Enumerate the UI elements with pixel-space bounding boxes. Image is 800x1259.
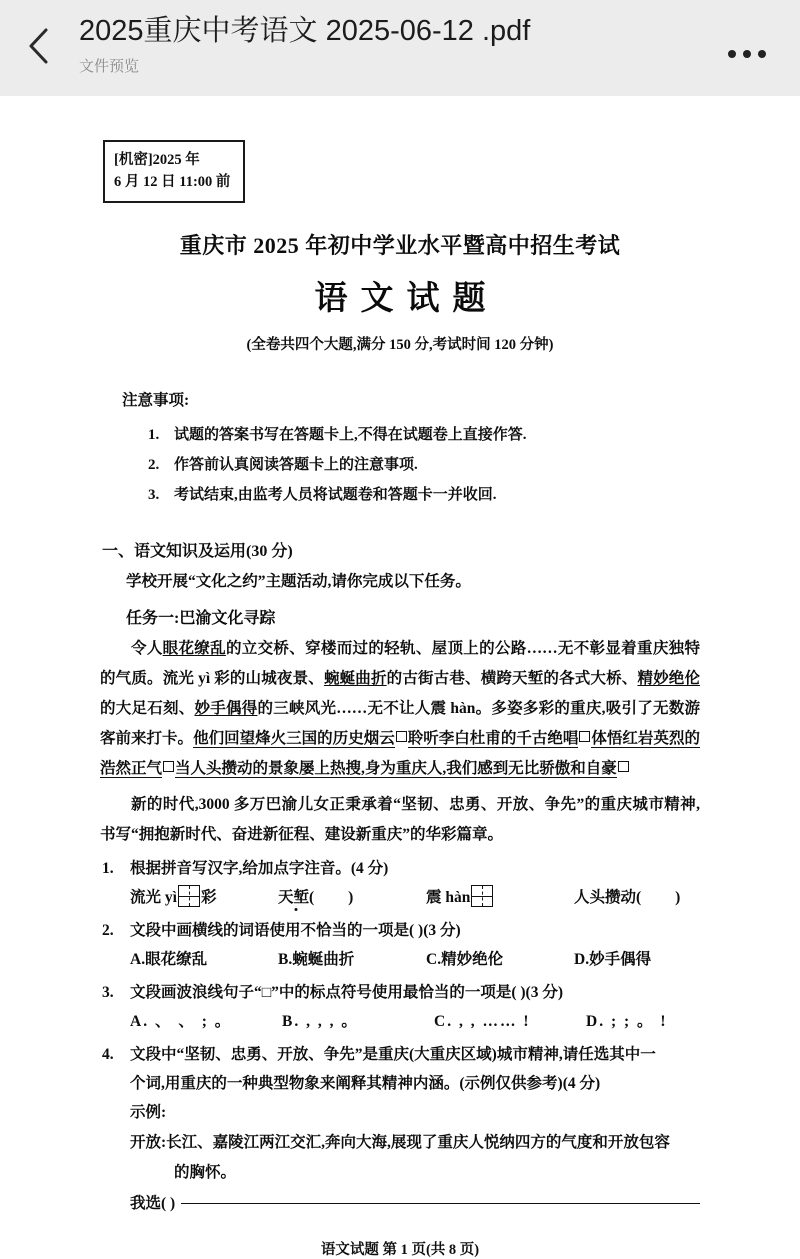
page-footer: 语文试题 第 1 页(共 8 页)	[320, 1242, 480, 1258]
option-b[interactable]: B. , , , 。	[282, 1013, 359, 1030]
question-stem: 文段中画横线的词语使用不恰当的一项是( )(3 分)	[130, 922, 461, 939]
example-body	[130, 1128, 700, 1188]
blank-item	[426, 883, 574, 912]
option-b[interactable]: B.蜿蜒曲折	[278, 951, 355, 968]
blank-suffix: )	[348, 889, 354, 906]
pdf-page-canvas[interactable]	[0, 96, 800, 1258]
question-1-blanks	[130, 883, 700, 912]
punctuation-blank-box	[396, 731, 407, 742]
blank-suffix: 彩	[200, 889, 217, 906]
notice-heading: 注意事项:	[122, 392, 190, 409]
notice-item-number: 1.	[148, 427, 160, 443]
blank-prefix: 流光 yì	[130, 889, 177, 906]
question-stem-line-2: 个词,用重庆的一种典型物象来阐释其精神内涵。(示例仅供参考)(4 分)	[130, 1075, 601, 1092]
section-one-heading: 一、语文知识及运用(30 分)	[102, 543, 293, 560]
chevron-left-icon	[26, 27, 52, 65]
answer-prefix: 我选( )	[130, 1195, 176, 1212]
option-a[interactable]: A.眼花缭乱	[130, 951, 208, 968]
file-subtitle: 文件预览	[79, 58, 140, 75]
blank-item	[130, 883, 278, 912]
question-stem: 文段画波浪线句子“□”中的标点符号使用最恰当的一项是( )(3 分)	[130, 984, 564, 1001]
notice-item-number: 2.	[148, 457, 160, 473]
passage-underlined-term: 精妙绝伦	[637, 670, 700, 687]
example-text: 开放:长江、嘉陵江两江交汇,奔向大海,展现了重庆人悦纳四方的气度和开放包容	[130, 1134, 670, 1151]
notice-item	[148, 420, 700, 450]
question-1	[100, 854, 700, 883]
section-one-intro: 学校开展“文化之约”主题活动,请你完成以下任务。	[126, 573, 471, 590]
file-title: 2025重庆中考语文 2025-06-12 .pdf	[79, 15, 531, 47]
passage-paragraph-2: 新的时代,3000 多万巴渝儿女正秉承着“坚韧、忠勇、开放、争先”的重庆城市精神,书写“拥抱新时代、奋进新征程、建设新重庆”的华彩篇章。	[100, 796, 700, 843]
passage-wavy-clause: 他们回望烽火三国的历史烟云	[193, 730, 395, 747]
notice-item	[148, 450, 700, 480]
answer-choice-row	[130, 1188, 700, 1220]
passage-underlined-term: 眼花缭乱	[162, 640, 226, 657]
confidential-stamp-box	[103, 140, 245, 203]
question-3	[100, 978, 700, 1007]
passage-text: 的三峡风光……无不让人震 hàn。多姿多彩的重庆,吸引了无数游客前来打卡。	[100, 700, 700, 747]
notice-item-text: 试题的答案书写在答题卡上,不得在试题卷上直接作答.	[174, 427, 527, 443]
punctuation-blank-box	[163, 761, 174, 772]
more-options-button[interactable]	[718, 38, 776, 70]
passage-paragraph-1	[100, 634, 700, 784]
notice-item-text: 考试结束,由监考人员将试题卷和答题卡一并收回.	[174, 487, 497, 503]
confidential-line-1: [机密]2025 年	[114, 152, 200, 168]
passage-wavy-clause: 体悟红岩英烈的浩然正气	[100, 730, 700, 777]
question-2-options	[130, 945, 700, 974]
passage-text: 的古街古巷、横跨天堑的各式大桥、	[386, 670, 638, 687]
example-text-continued: 的胸怀。	[174, 1164, 237, 1181]
confidential-line-2: 6 月 12 日 11:00 前	[114, 174, 231, 190]
exam-title: 重庆市 2025 年初中学业水平暨高中招生考试	[179, 233, 621, 258]
punctuation-blank-box	[618, 761, 629, 772]
answer-write-line[interactable]	[181, 1203, 700, 1204]
question-2	[100, 916, 700, 945]
question-stem-line-1: 文段中“坚韧、忠勇、开放、争先”是重庆(大重庆区域)城市精神,请任选其中一	[130, 1046, 656, 1063]
notice-item-text: 作答前认真阅读答题卡上的注意事项.	[174, 457, 418, 473]
question-number: 2.	[102, 922, 114, 939]
passage-text: 的大足石刻、	[100, 700, 195, 717]
question-stem: 根据拼音写汉字,给加点字注音。(4 分)	[130, 860, 389, 877]
example-label: 示例:	[130, 1104, 167, 1121]
option-d[interactable]: D.妙手偶得	[574, 951, 652, 968]
blank-prefix: 天堑(	[278, 889, 315, 906]
question-number: 3.	[102, 984, 114, 1001]
pdf-page-content	[100, 96, 700, 1259]
blank-item	[574, 883, 722, 912]
question-number: 4.	[102, 1046, 114, 1063]
blank-item	[278, 883, 426, 912]
passage-underlined-term: 妙手偶得	[194, 700, 258, 717]
passage-wavy-clause: 当人头攒动的景象屡上热搜,身为重庆人,我们感到无比骄傲和自豪	[175, 760, 617, 777]
passage-text: 令人	[131, 640, 163, 657]
exam-meta: (全卷共四个大题,满分 150 分,考试时间 120 分钟)	[246, 337, 554, 353]
option-a[interactable]: A. 、 、 ; 。	[130, 1013, 233, 1030]
notice-item	[148, 480, 700, 510]
tianzige-grid-box[interactable]	[471, 885, 493, 907]
blank-suffix: )	[675, 889, 681, 906]
back-button[interactable]	[26, 27, 52, 65]
question-4	[100, 1040, 700, 1069]
blank-prefix: 震 hàn	[426, 889, 471, 906]
notice-item-number: 3.	[148, 487, 160, 503]
passage-wavy-clause: 聆听李白杜甫的千古绝唱	[407, 730, 579, 747]
notice-list	[100, 420, 700, 510]
question-number: 1.	[102, 860, 114, 877]
header-titles	[79, 12, 690, 78]
punctuation-blank-box	[579, 731, 590, 742]
passage-text: 的立交桥、穿楼而过的轻轨、屋顶上的公路……无不彰显着重庆独特的气质。流光 yì 彩的山城夜景、	[100, 640, 700, 687]
more-horizontal-icon	[728, 50, 766, 58]
question-3-options	[130, 1007, 700, 1036]
option-c[interactable]: C. , , …… !	[434, 1013, 531, 1030]
task-one-heading: 任务一:巴渝文化寻踪	[126, 610, 276, 627]
blank-prefix: 人头攒动(	[574, 889, 642, 906]
option-d[interactable]: D. ; ; 。 !	[586, 1013, 668, 1030]
app-header	[0, 0, 800, 96]
question-4-stem-line-2	[100, 1069, 700, 1098]
passage-underlined-term: 蜿蜒曲折	[323, 670, 387, 687]
subject-title: 语文试题	[314, 281, 499, 317]
tianzige-grid-box[interactable]	[178, 885, 200, 907]
option-c[interactable]: C.精妙绝伦	[426, 951, 504, 968]
